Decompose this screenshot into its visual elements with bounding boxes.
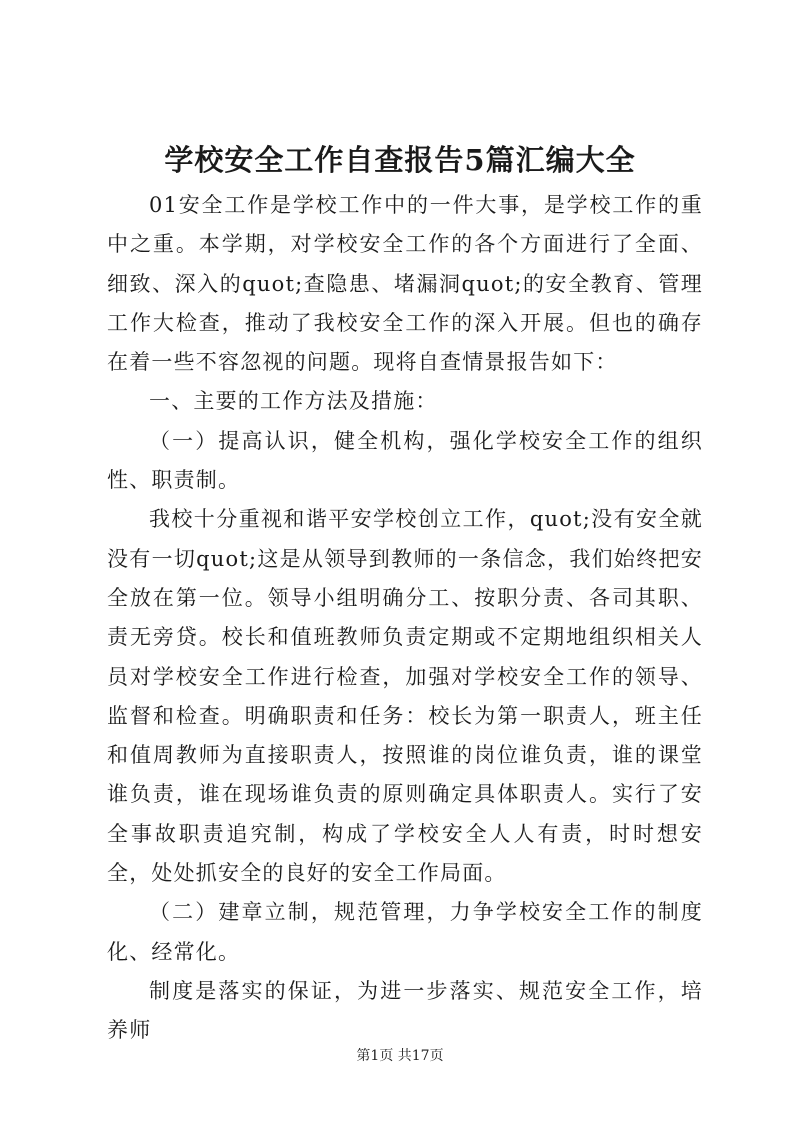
- paragraph: 我校十分重视和谐平安学校创立工作，quot;没有安全就没有一切quot;这是从领导到教师的一条信念，我们始终把安全放在第一位。领导小组明确分工、按职分责、各司其职、责无旁贷。校长和值班教师负责定期或不定期地组织相关人员对学校安全工作进行检查，加强对学校安全工作的领导、监督和检查。明确职责和任务：校长为第一职责人，班主任和值周教师为直接职责人，按照谁的岗位谁负责，谁的课堂谁负责，谁在现场谁负责的原则确定具体职责人。实行了安全事故职责追究制，构成了学校安全人人有责，时时想安全，处处抓安全的良好的安全工作局面。: [107, 507, 703, 886]
- paragraph: 01安全工作是学校工作中的一件大事，是学校工作的重中之重。本学期，对学校安全工作的各个方面进行了全面、细致、深入的quot;查隐患、堵漏洞quot;的安全教育、管理工作大检查，推动了我校安全工作的深入开展。但也的确存在着一些不容忽视的问题。现将自查情景报告如下：: [107, 193, 703, 375]
- paragraph: 一、主要的工作方法及措施：: [149, 389, 438, 414]
- document-title: 学校安全工作自查报告5篇汇编大全: [164, 143, 636, 177]
- document-body: [107, 186, 703, 1051]
- paragraph: （二）建章立制，规范管理，力争学校安全工作的制度化、经常化。: [107, 900, 703, 964]
- paragraph: （一）提高认识，健全机构，强化学校安全工作的组织性、职责制。: [107, 428, 703, 493]
- paragraph: 制度是落实的保证，为进一步落实、规范安全工作，培养师: [107, 978, 703, 1043]
- page-number-footer: 第1页 共17页: [356, 1048, 444, 1064]
